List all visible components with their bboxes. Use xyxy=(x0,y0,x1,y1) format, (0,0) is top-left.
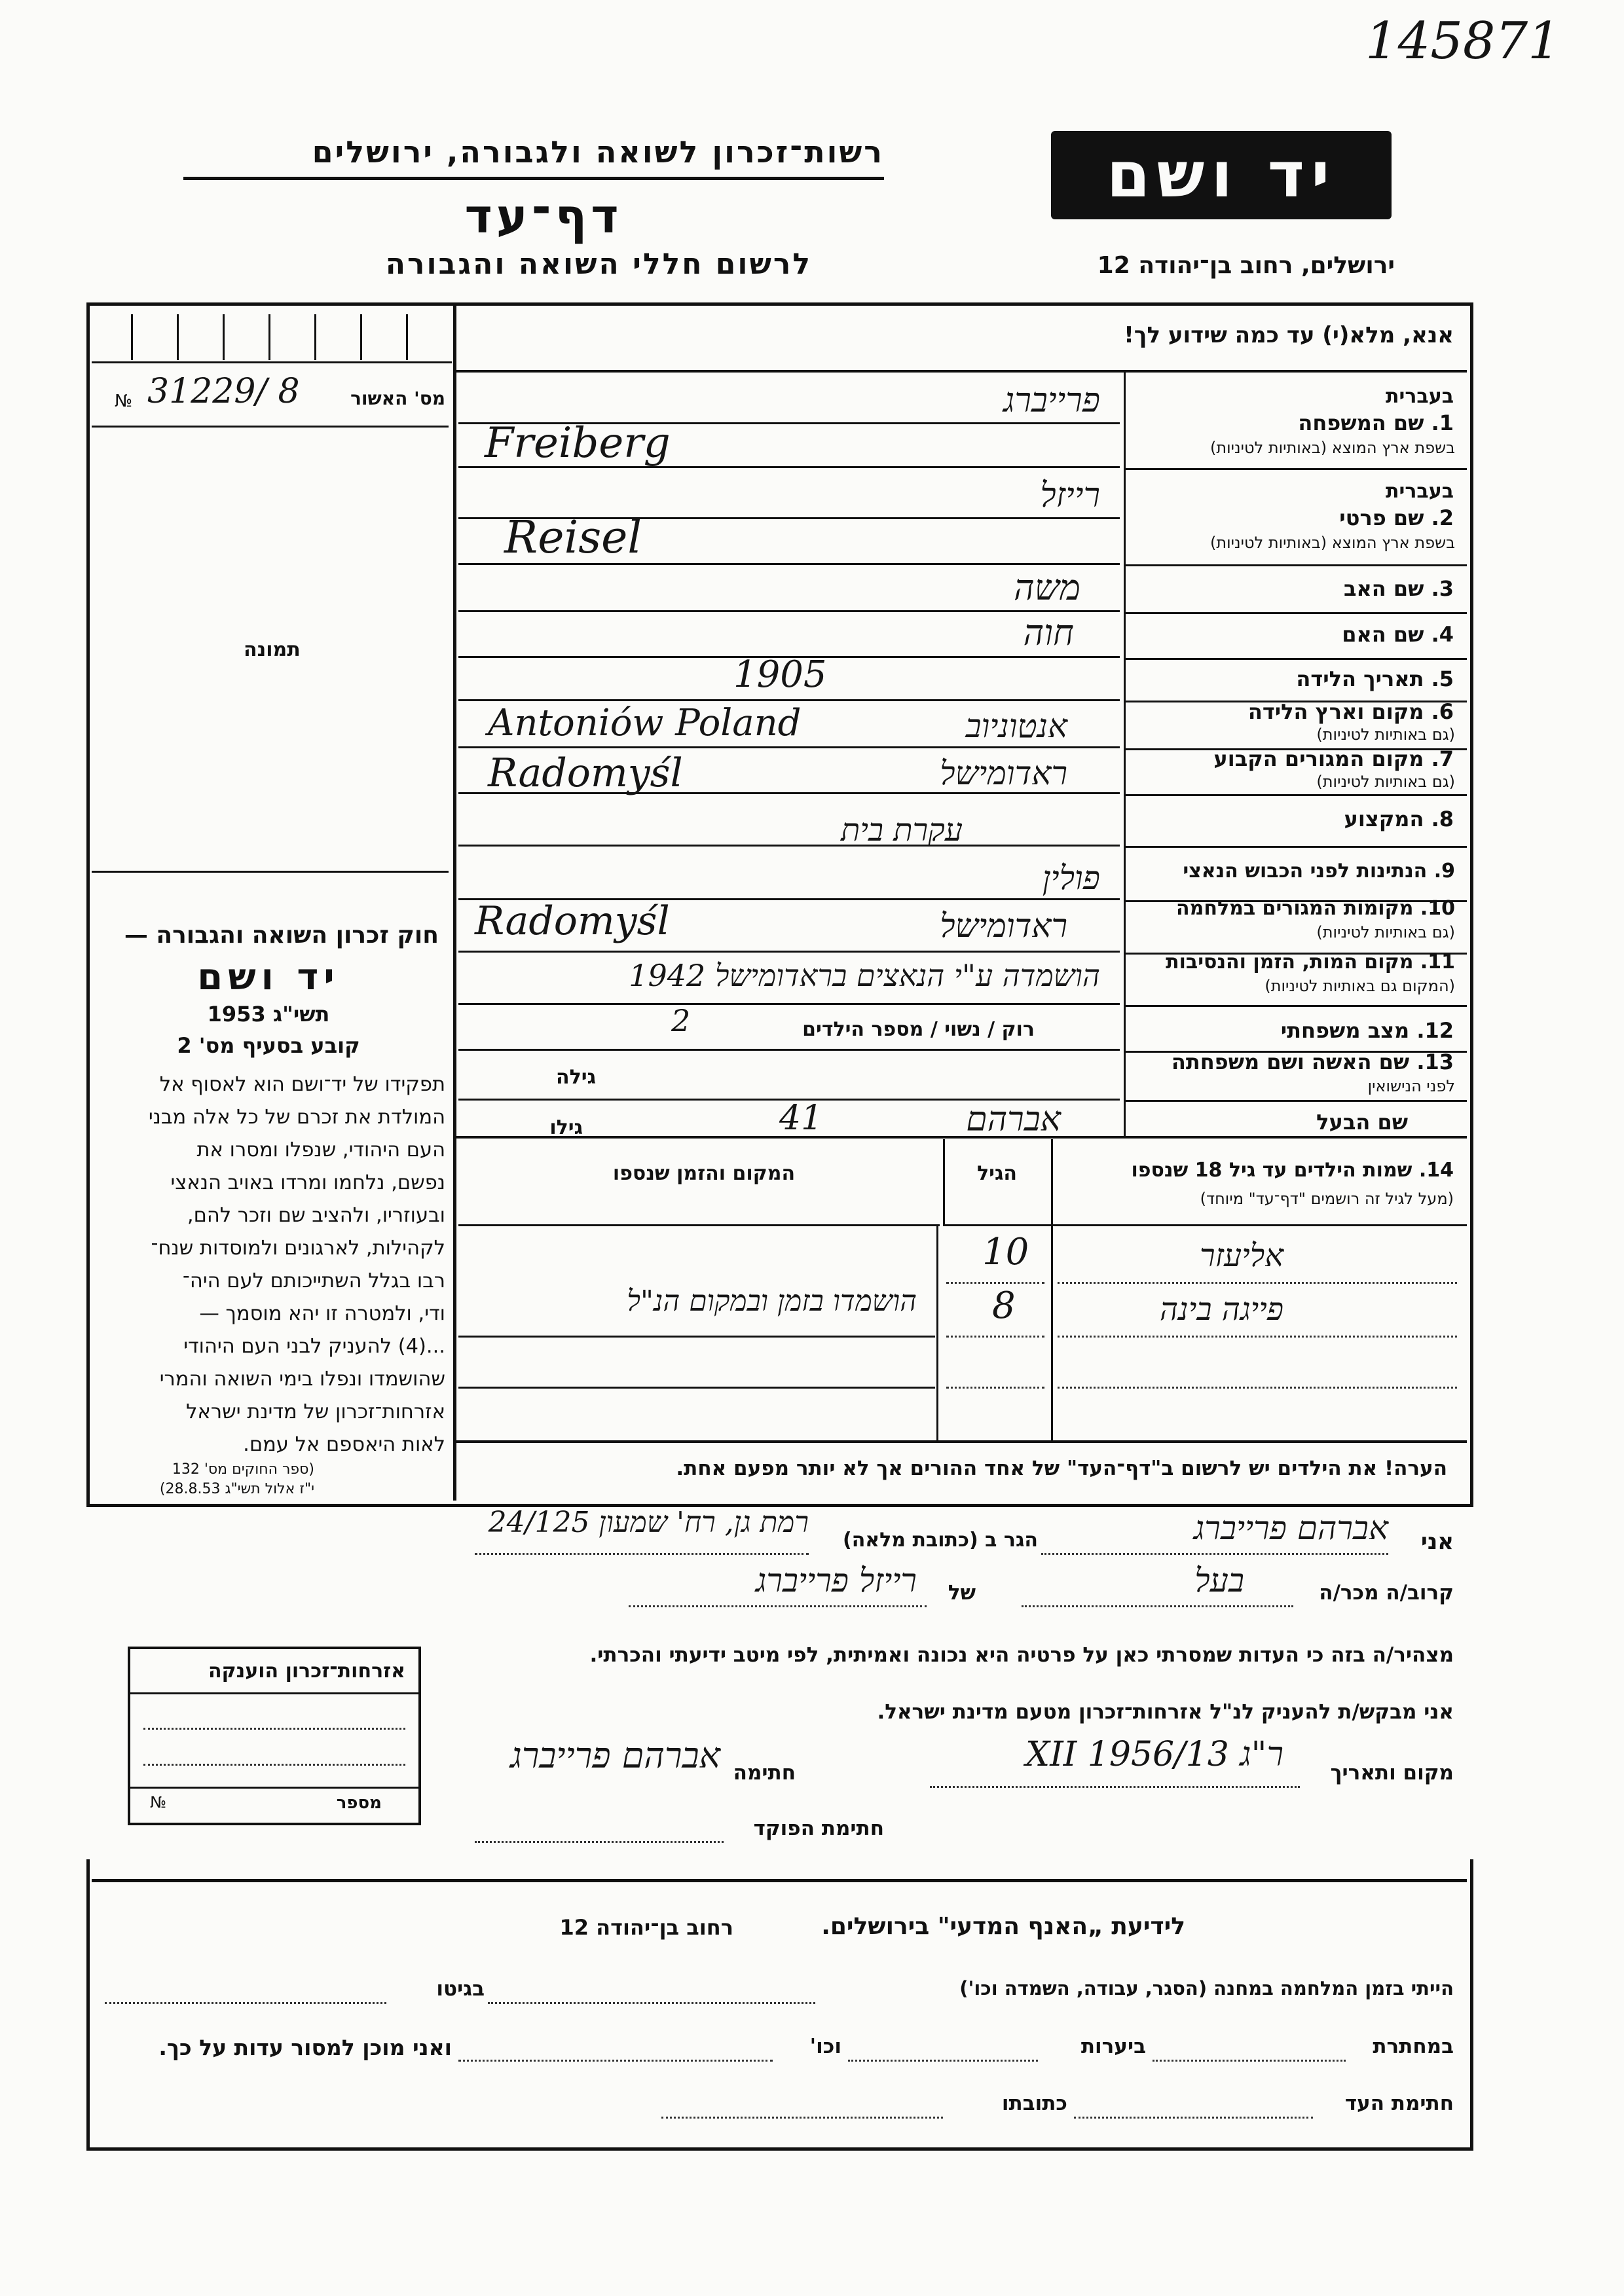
approval-ticks xyxy=(92,308,452,367)
law-line: תפקידו של יד־ושם הוא לאסוף אל xyxy=(159,1073,445,1096)
label-8: 8. המקצוע xyxy=(1344,807,1454,831)
place-date-label: מקום ותאריך xyxy=(1330,1761,1454,1785)
law-line: העם היהודי, שנפלו ומסרו את xyxy=(196,1139,445,1161)
value-firstname-he: רייזל xyxy=(1040,476,1100,515)
declarant-residing-label: הגר ב (כתובת מלאה) xyxy=(842,1529,1038,1552)
approval-line xyxy=(92,426,449,428)
value-surname-he: פרייברג xyxy=(1003,381,1100,420)
law-title: חוק זכרון השואה והגבורה — xyxy=(124,922,439,949)
photo-label: תמונה xyxy=(244,638,301,661)
underground-label: במחתרת xyxy=(1373,2035,1454,2058)
request-text: אני מבקש/ת להעניק לנ"ל אזרחות־זכרון מטעם מדינת ישראל. xyxy=(877,1700,1454,1724)
of-value: רייזל פרייברג xyxy=(755,1561,917,1599)
husband-age-label: גילו xyxy=(549,1116,583,1139)
of-label: של xyxy=(948,1581,976,1605)
declaration-text: מצהיר/ה בזה כי העדות שמסרתי כאן על פרטיה היא נכונה ואמיתית, לפי מיטב ידיעתי והכרתי. xyxy=(589,1643,1454,1667)
label-10: 10. מקומות המגורים במלחמה xyxy=(1176,897,1455,920)
law-line: שהושמדו ונפלו בימי השואה והמרי xyxy=(159,1368,445,1391)
label-13-sub: לפני הנישואין xyxy=(1367,1077,1455,1095)
logo-text: יד ושם xyxy=(1106,138,1337,211)
child-2-age: 8 xyxy=(992,1285,1016,1327)
law-line: ודי, ולמטרה זו יהא מוסמך — xyxy=(199,1302,445,1325)
child-1-age: 10 xyxy=(982,1231,1029,1273)
label-4: 4. שם האם xyxy=(1342,622,1454,647)
etc-label: וכו' xyxy=(809,2035,841,2058)
ghetto-label: בגיטו xyxy=(436,1977,485,2001)
law-source-1: (ספר החוקים מס' 132 xyxy=(172,1461,314,1478)
law-line: לאות היאספם אל עמם. xyxy=(243,1433,445,1456)
law-section: קובע בסעיף מס' 2 xyxy=(177,1033,360,1058)
law-year: תשי"ג 1953 xyxy=(207,1002,330,1027)
child-col-name-line xyxy=(1051,1139,1053,1440)
label-12: 12. מצב משפחתי xyxy=(1280,1018,1454,1043)
law-line: אזרחות־זכרון של מדינת ישראל xyxy=(186,1400,445,1423)
value-residence-he: ראדומישל xyxy=(940,754,1067,792)
child-place-header-line xyxy=(458,1224,940,1226)
value-firstname-latin: Reisel xyxy=(504,512,642,564)
officer-label: חתימת הפוקד xyxy=(753,1817,884,1840)
law-line: לקהילות, לארגונים ולמוסדות שנח־ xyxy=(151,1237,445,1260)
photo-bottom-line xyxy=(92,871,449,873)
children-sub: (מעל לגיל זה רושמים "דף־עד" מיוחד) xyxy=(1200,1190,1454,1208)
relation-value: בעל xyxy=(1194,1561,1244,1599)
bottom-line-1: הייתי בזמן המלחמה במחנה (הסגר, עבודה, השמדה וכו') xyxy=(959,1977,1454,1999)
value-birthplace-he: אנטוניוב xyxy=(965,707,1067,745)
bottom-frame xyxy=(86,1859,1473,2151)
witness-address-label: כתובתו xyxy=(1001,2092,1067,2115)
declarant-i: אני xyxy=(1420,1529,1454,1555)
citizenship-box xyxy=(128,1647,421,1825)
org-underline xyxy=(183,177,884,180)
witness-signature-label: חתימת העד xyxy=(1344,2092,1454,2115)
approval-label: מס' האשור xyxy=(350,388,445,409)
forests-label: ביערות xyxy=(1080,2035,1146,2058)
label-13: 13. שם האשה ושם משפחתה xyxy=(1171,1049,1454,1074)
citizenship-title: אזרחות־זכרון הוענקה xyxy=(208,1660,405,1683)
label-2-he: בעברית xyxy=(1386,480,1454,503)
label-6-sub: (גם באותיות לטיניות) xyxy=(1316,725,1455,744)
value-wartime-latin: Radomyśl xyxy=(475,898,670,944)
header-address: ירושלים, רחוב בן־יהודה 12 xyxy=(1097,252,1395,279)
label-5: 5. תאריך הלידה xyxy=(1296,666,1454,691)
label-11: 11. מקום המות, הזמן והנסיבות xyxy=(1166,951,1455,974)
wife-age-label: גילה xyxy=(556,1066,596,1089)
left-column-divider xyxy=(453,302,456,1501)
value-father: משה xyxy=(1014,567,1080,608)
intro-line xyxy=(455,370,1467,373)
child-header-line xyxy=(943,1224,1467,1226)
signature-value: אברהם פרייברג xyxy=(510,1735,720,1776)
signature-label: חתימה xyxy=(733,1761,796,1785)
law-line: המולדת את זכרם של כל אלה מבני xyxy=(148,1106,445,1129)
law-name: יד ושם xyxy=(197,956,340,998)
value-husband-name: אברהם xyxy=(966,1100,1061,1139)
note-text: הערה! את הילדים יש לרשום ב"דף־העד" של אחד ההורים אך לא יותר מפעם אחת. xyxy=(676,1457,1447,1480)
value-birthdate: 1905 xyxy=(733,653,827,696)
children-col-place: המקום והזמן שנספו xyxy=(612,1162,796,1185)
label-3: 3. שם האב xyxy=(1343,576,1454,601)
label-1: 1. שם המשפחה xyxy=(1298,410,1454,435)
child-2-place: הושמדו בזמן ובמקום הנ"ל xyxy=(627,1285,917,1318)
bottom-title: לידיעת „האנף המדעי" בירושלים. xyxy=(821,1913,1185,1940)
value-profession: עקרת בית xyxy=(841,812,963,848)
label-10-sub: (גם באותיות לטיניות) xyxy=(1316,923,1455,941)
label-divider xyxy=(1124,370,1126,1136)
value-mother: חוה xyxy=(1023,612,1074,653)
intro-text: אנא, מלא(י) עד כמה שידוע לך! xyxy=(1124,322,1454,348)
child-col-age-line xyxy=(943,1139,945,1224)
law-line: רבו בגלל השתייכותם לעם היה־ xyxy=(182,1269,445,1292)
children-label: 14. שמות הילדים עד גיל 18 שנספו xyxy=(1131,1159,1454,1182)
law-line: ובעוזריו, ולהציב שם וזכר להם, xyxy=(187,1204,445,1227)
law-line: נפשם, נלחמו ומרדו באויב הנאצי xyxy=(170,1171,445,1194)
child-col-age-line-2 xyxy=(936,1224,938,1440)
value-children-count: 2 xyxy=(671,1003,691,1038)
value-birthplace-latin: Antoniów Poland xyxy=(488,702,802,744)
approval-number: 31229/ 8 xyxy=(147,372,300,411)
label-2-sub: בשפת ארץ המוצא (באותיות לטיניות) xyxy=(1210,534,1455,552)
label-1-he: בעברית xyxy=(1386,385,1454,408)
child-1-name: אליעזר xyxy=(1200,1237,1283,1274)
label-9: 9. הנתינות לפני הכבוש הנאצי xyxy=(1183,860,1455,883)
declarant-name: אברהם פרייברג xyxy=(1193,1509,1388,1547)
label-2: 2. שם פרטי xyxy=(1339,505,1454,530)
label-11-sub: (המקום גם באותיות לטיניות) xyxy=(1264,977,1455,995)
label-husband: שם הבעל xyxy=(1316,1110,1408,1135)
note-top-line xyxy=(455,1440,1467,1443)
citizenship-no: № xyxy=(150,1793,166,1812)
approval-prefix: № xyxy=(115,392,133,411)
archive-number: 145871 xyxy=(1365,12,1560,71)
value-wartime-he: ראדומישל xyxy=(940,907,1067,945)
org-name: רשות־זכרון לשואה ולגבורה, ירושלים xyxy=(312,134,884,170)
children-col-age: הגיל xyxy=(977,1162,1017,1185)
label-1-sub: בשפת ארץ המוצא (באותיות לטיניות) xyxy=(1210,439,1455,457)
value-death: הושמדה ע"י הנאצים בראדומישל 1942 xyxy=(629,958,1100,993)
child-2-name: פייגה בינה xyxy=(1160,1291,1283,1328)
value-residence-latin: Radomyśl xyxy=(488,750,683,796)
relative-label: קרוב/ה מכר/ה xyxy=(1319,1581,1454,1605)
place-date-value: ר"ג 13/XII 1956 xyxy=(1025,1735,1283,1774)
declarant-address: רמת גן, רח' שמעון 24/125 xyxy=(488,1506,809,1539)
yad-vashem-logo xyxy=(1051,131,1392,219)
marital-options: רוק / נשוי / מספר הילדים xyxy=(802,1018,1035,1041)
law-line: ...(4) להעניק לבני העם היהודי xyxy=(183,1335,445,1358)
ready-text: ואני מוכן למסור עדות על כך. xyxy=(158,2035,452,2060)
label-7: 7. מקום המגורים הקבוע xyxy=(1213,746,1454,771)
form-subtitle: לרשום חללי השואה והגבורה xyxy=(385,247,812,281)
label-6: 6. מקום וארץ הלידה xyxy=(1247,699,1454,724)
value-surname-latin: Freiberg xyxy=(485,419,671,467)
value-nationality: פולין xyxy=(1042,859,1100,897)
law-text xyxy=(97,1068,445,1461)
value-husband-age: 41 xyxy=(779,1099,823,1138)
form-title: דף־עד xyxy=(464,189,623,244)
law-source-2: י"ז אלול תשי"ג 28.8.53) xyxy=(159,1481,314,1497)
bottom-address: רחוב בן־יהודה 12 xyxy=(559,1915,733,1940)
label-7-sub: (גם באותיות לטיניות) xyxy=(1316,773,1455,791)
citizenship-number-label: מספר xyxy=(336,1793,382,1813)
